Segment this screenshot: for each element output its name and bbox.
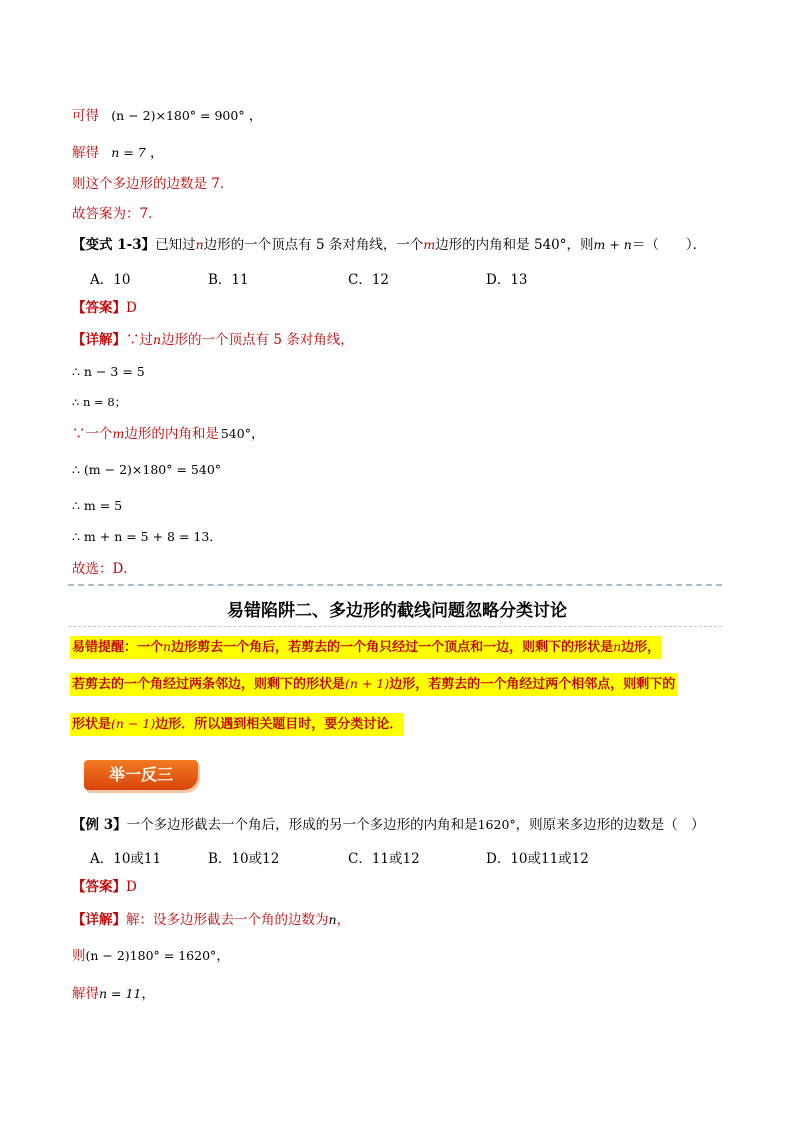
label-text: 可得 (72, 108, 99, 124)
solution-line-4: 故答案为：7． (72, 206, 162, 222)
question-2-stem (72, 815, 705, 835)
label-text: 解得 (72, 145, 99, 161)
stem-text: 已知过 (155, 237, 196, 253)
answer-value: D (126, 300, 137, 316)
variable-n: n (195, 237, 204, 252)
step-text: ∵一个 (72, 426, 113, 442)
punctuation: ， (216, 948, 230, 964)
step-5: ∴ m = 5 (72, 498, 123, 513)
answer-value: D (126, 879, 137, 895)
expression: (n − 1) (111, 716, 156, 731)
option-a: A．10 (90, 272, 131, 288)
tip-text: 边形．所以遇到相关题目时，要分类讨论． (155, 717, 403, 732)
question-tag: 【例 3】 (72, 817, 127, 833)
punctuation: ， (141, 986, 155, 1002)
equation: n = 11 (99, 986, 142, 1001)
variable-n: n (153, 332, 162, 347)
question-tag: 【变式 1-3】 (72, 237, 156, 253)
answer-tag: 【答案】 (72, 300, 126, 316)
option-d: D．10或11或12 (486, 851, 589, 867)
step-6: ∴ m + n = 5 + 8 = 13． (72, 529, 222, 544)
variable-n: n (163, 639, 172, 654)
solution-line-3: 则这个多边形的边数是 7． (72, 176, 234, 192)
tip-label: 易错提醒： (72, 640, 138, 655)
variable-m: m (423, 237, 436, 252)
stem-text: 边形的一个顶点有 5 条对角线，一个 (203, 237, 424, 253)
section-divider-top (68, 584, 722, 586)
tip-text: 边形， (621, 640, 661, 655)
step-2 (72, 984, 155, 1004)
practice-banner: 举一反三 (84, 760, 198, 790)
option-b: B．11 (208, 272, 249, 288)
stem-text: 边形的内角和是 540°，则 (435, 237, 594, 253)
detail-text: ∵过 (126, 332, 153, 348)
step-text: 则 (72, 948, 86, 964)
detail-line (72, 910, 350, 930)
step-text: 解得 (72, 986, 99, 1002)
expression: m + n (593, 237, 632, 252)
solution-line-1 (72, 106, 262, 126)
step-4: ∴ (m − 2)×180° = 540° (72, 462, 222, 477)
step-1 (72, 946, 230, 966)
conclusion: 故选：D． (72, 561, 137, 577)
equation: (n − 2)180° = 1620° (85, 948, 217, 963)
stem-text: ＝（ ）． (631, 237, 707, 253)
step-2: ∴ n = 8； (72, 395, 127, 409)
tip-text: 一个 (137, 640, 164, 655)
step-text: 边形的内角和是 (124, 426, 219, 442)
option-d: D．13 (486, 272, 528, 288)
option-c: C．11或12 (348, 851, 420, 867)
answer-line (72, 877, 137, 897)
variable-n: n (328, 912, 337, 927)
section-divider-bottom (68, 626, 722, 627)
answer-tag: 【答案】 (72, 879, 126, 895)
detail-text: 解：设多边形截去一个角的边数为 (126, 912, 329, 928)
punctuation: ， (248, 108, 263, 124)
punctuation: ， (250, 426, 265, 442)
angle-value: 1620° (477, 817, 516, 832)
punctuation: ， (150, 145, 164, 161)
tip-line-1 (70, 636, 662, 659)
detail-line (72, 330, 354, 350)
tip-text: 若剪去的一个角经过两条邻边，则剩下的形状是 (72, 677, 346, 692)
answer-line (72, 298, 137, 318)
tip-line-3 (70, 713, 404, 736)
detail-tag: 【详解】 (72, 912, 126, 928)
step-1: ∴ n − 3 = 5 (72, 364, 145, 379)
option-b: B．10或12 (208, 851, 280, 867)
tip-line-2 (70, 673, 677, 696)
equation: (n − 2)×180° = 900° (111, 108, 245, 123)
question-1-stem (72, 235, 706, 255)
section-title: 易错陷阱二、多边形的截线问题忽略分类讨论 (227, 601, 567, 621)
stem-text: ，则原来多边形的边数是（ ） (515, 817, 705, 833)
step-3 (72, 424, 264, 444)
punctuation: ， (336, 912, 351, 928)
tip-text: 形状是 (72, 717, 112, 732)
option-a: A．10或11 (90, 851, 162, 867)
tip-text: 边形剪去一个角后，若剪去的一个角只经过一个顶点和一边，则剩下的形状是 (171, 640, 614, 655)
stem-text: 一个多边形截去一个角后，形成的另一个多边形的内角和是 (126, 817, 478, 833)
variable-n: n (613, 639, 622, 654)
variable-m: m (112, 426, 125, 441)
option-c: C．12 (348, 272, 390, 288)
equation: n = 7 (111, 145, 146, 160)
tip-text: 边形，若剪去的一个角经过两个相邻点，则剩下的 (389, 677, 676, 692)
expression: (n + 1) (345, 676, 390, 691)
detail-tag: 【详解】 (72, 332, 126, 348)
angle-value: 540° (220, 426, 251, 441)
solution-line-2 (72, 143, 164, 163)
detail-text: 边形的一个顶点有 5 条对角线， (161, 332, 354, 348)
